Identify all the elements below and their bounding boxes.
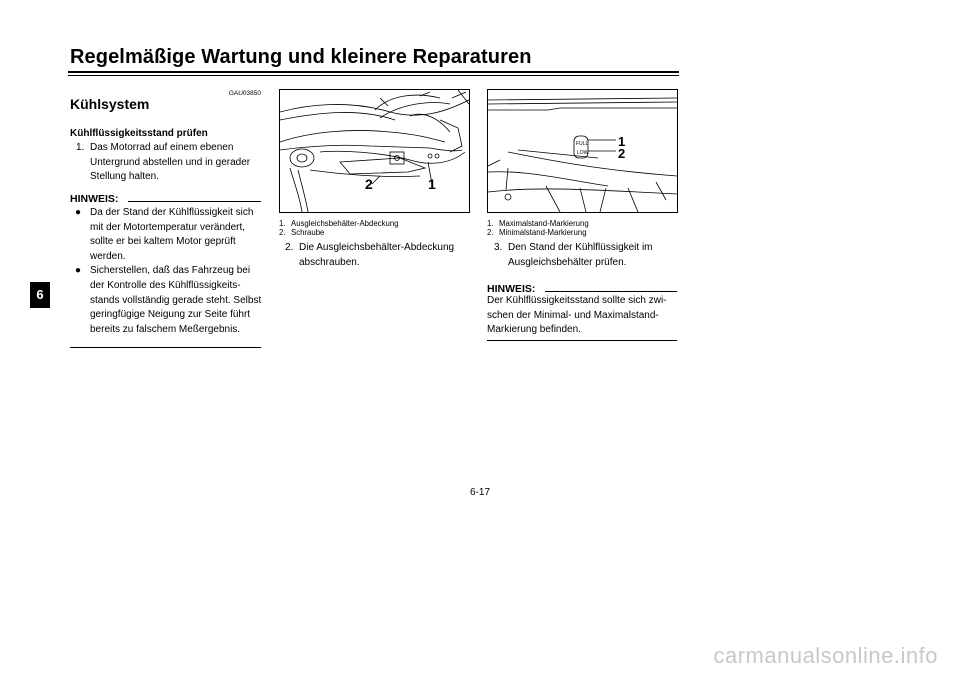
note-text: Der Kühlflüssigkeitsstand sollte sich zwi-schen der Minimal- und Maximalstand-Markierung befinden. (487, 295, 667, 336)
note-bullet-list (70, 206, 262, 337)
page-title: Regelmäßige Wartung und kleinere Reparaturen (70, 46, 532, 68)
bullet-text: Sicherstellen, daß das Fahrzeug bei der Kontrolle des Kühlflüssigkeits-stands vollständig gerade steht. Selbst geringfügige Neigung zur Seite führt bereits zu falschem Meßergebnis. (90, 265, 262, 335)
bullet-text: Da der Stand der Kühlflüssigkeit sich mit der Motortemperatur verändert, sollte er bei kaltem Motor geprüft werden. (90, 207, 254, 262)
figure-captions (279, 219, 469, 237)
note-label: HINWEIS: (487, 283, 536, 295)
list-item (70, 264, 262, 337)
note-rule-top (545, 291, 677, 292)
page-number: 6-17 (469, 487, 490, 498)
coolant-reservoir-illustration (488, 90, 677, 212)
caption-item: 2. Schraube (279, 228, 325, 238)
title-rule (68, 71, 679, 73)
note-label: HINWEIS: (70, 193, 119, 205)
callout-1: 1 (618, 134, 626, 149)
figure-side-cover (279, 89, 470, 213)
chapter-tab: 6 (30, 282, 50, 308)
figure-captions (487, 219, 677, 237)
bullet-icon: ● (75, 207, 82, 218)
step-text: Das Motorrad auf einem ebenen Untergrund abstellen und in gerader Stellung halten. (90, 142, 251, 183)
step-number: 2. (285, 242, 294, 253)
title-rule-thin (68, 75, 679, 76)
reference-code: GAU03850 (228, 90, 261, 97)
section-heading: Kühlsystem (70, 96, 150, 112)
note-rule-top (128, 201, 261, 202)
tank-mark-full: FULL (576, 141, 589, 147)
note-rule-bottom (70, 347, 261, 348)
step-number: 3. (494, 242, 503, 253)
note-rule-bottom (487, 340, 677, 341)
scooter-side-cover-illustration (280, 90, 469, 212)
step-number: 1. (76, 142, 85, 153)
tank-mark-low: LOW (577, 150, 589, 156)
callout-1: 1 (428, 176, 436, 192)
list-item (70, 206, 262, 264)
callout-2: 2 (618, 146, 626, 161)
step-text: Die Ausgleichsbehälter-Abdeckung abschrauben. (299, 242, 455, 268)
caption-item: 1. Maximalstand-Markierung (487, 219, 589, 228)
step-text: Den Stand der Kühlflüssigkeit im Ausgleichsbehälter prüfen. (508, 242, 653, 268)
watermark: carmanualsonline.info (713, 643, 938, 668)
subsection-heading: Kühlflüssigkeitsstand prüfen (70, 128, 208, 139)
caption-item: 1. Ausgleichsbehälter-Abdeckung (279, 219, 399, 228)
figure-coolant-reservoir (487, 89, 678, 213)
bullet-icon: ● (75, 265, 82, 277)
callout-2: 2 (365, 176, 373, 192)
caption-item: 2. Minimalstand-Markierung (487, 228, 587, 238)
